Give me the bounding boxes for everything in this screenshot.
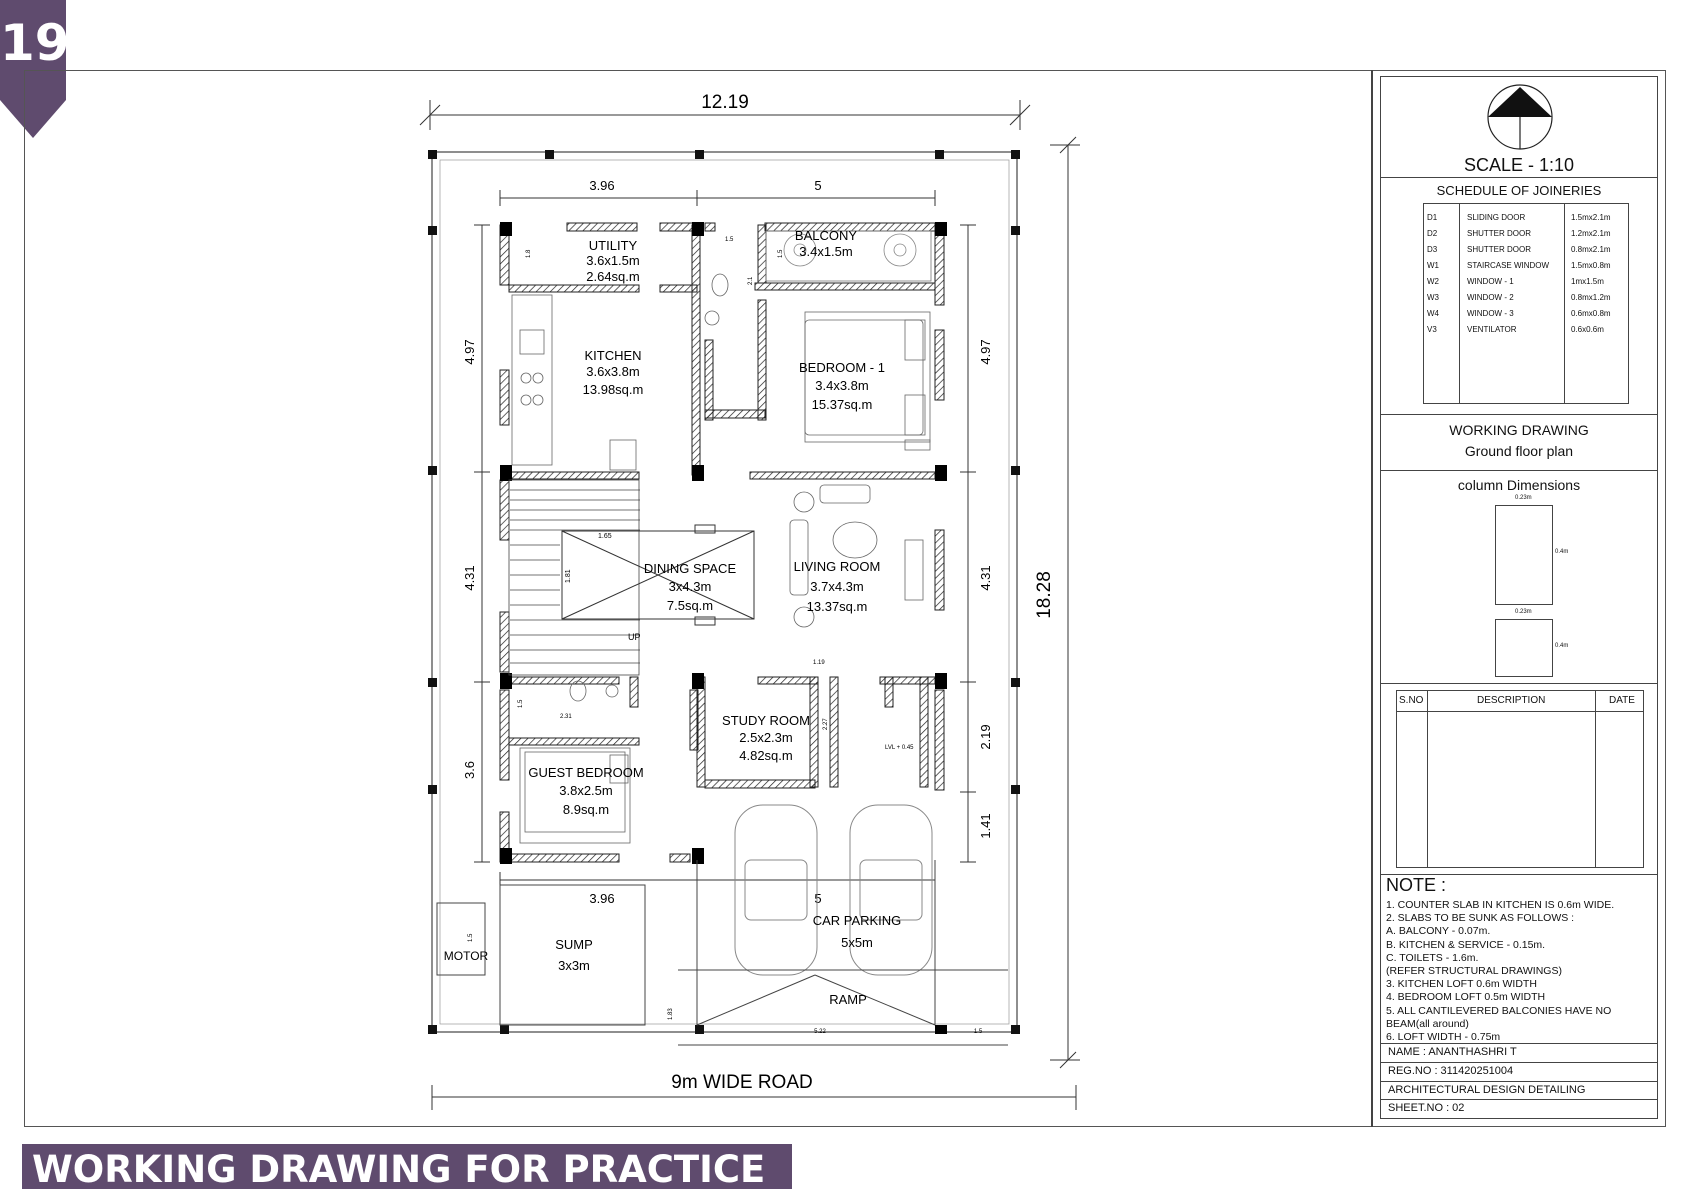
note-line: 5. ALL CANTILEVERED BALCONIES HAVE NO: [1386, 1004, 1612, 1017]
dining-area: 7.5sq.m: [666, 598, 714, 613]
title-block: [1371, 70, 1666, 1127]
divider: [1381, 177, 1657, 178]
rev-header-date: DATE: [1609, 695, 1635, 706]
schedule-size: 1.5mx0.8m: [1571, 261, 1611, 270]
living-size: 3.7x4.3m: [810, 579, 864, 594]
sump-outline: [500, 885, 645, 1025]
guest-toilet-dim-label: 1.5: [518, 699, 524, 708]
stair-width-label: 1.65: [598, 533, 612, 540]
schedule-code: W1: [1427, 261, 1439, 270]
divider: [1381, 683, 1657, 684]
column-detail-2: [1495, 619, 1553, 677]
bedroom1-name: BEDROOM - 1: [799, 360, 885, 375]
motor-room-outline: [437, 903, 485, 975]
column-detail-1: [1495, 505, 1553, 605]
schedule-size: 1mx1.5m: [1571, 277, 1604, 286]
footer-title: WORKING DRAWING FOR PRACTICE: [32, 1148, 766, 1191]
divider: [1381, 1081, 1657, 1082]
level-label: LVL + 0.45: [885, 745, 914, 751]
sump-size: 3x3m: [558, 958, 590, 973]
dim-left-2: 4.31: [462, 565, 477, 591]
schedule-size: 0.6mx0.8m: [1571, 309, 1611, 318]
balcony-name: BALCONY: [794, 228, 858, 243]
car-icons: [735, 805, 932, 975]
note-line: 3. KITCHEN LOFT 0.6m WIDTH: [1386, 978, 1537, 991]
dim-left-1: 4.97: [462, 339, 477, 365]
col-divider: [1595, 691, 1596, 867]
schedule-size: 0.8mx1.2m: [1571, 293, 1611, 302]
study-area: 4.82sq.m: [739, 748, 793, 763]
dim-top-right: 5: [814, 178, 822, 193]
sheet-number: SHEET.NO : 02: [1388, 1102, 1465, 1114]
utility-dim-label: 1.8: [526, 249, 532, 258]
note-line: 2. SLABS TO BE SUNK AS FOLLOWS :: [1386, 912, 1575, 925]
top-dimensions: [500, 190, 935, 206]
note-line: C. TOILETS - 1.6m.: [1386, 951, 1479, 964]
note-line: B. KITCHEN & SERVICE - 0.15m.: [1386, 938, 1546, 951]
parking-size: 5x5m: [841, 935, 873, 950]
column-1-width: 0.23m: [1515, 495, 1532, 501]
note-title: NOTE :: [1386, 875, 1447, 895]
ramp-name: RAMP: [829, 992, 867, 1007]
bedroom1-size: 3.4x3.8m: [815, 378, 869, 393]
sump-dim-label: 1.83: [668, 1008, 674, 1020]
col-divider: [1459, 204, 1460, 403]
motor-name: MOTOR: [443, 949, 489, 963]
kitchen-name: KITCHEN: [584, 348, 642, 363]
drawing-name: Ground floor plan: [1464, 443, 1574, 459]
schedule-type: WINDOW - 1: [1467, 277, 1514, 286]
schedule-type: STAIRCASE WINDOW: [1467, 261, 1550, 270]
note-line: A. BALCONY - 0.07m.: [1386, 925, 1491, 938]
column-2-width: 0.23m: [1515, 609, 1532, 615]
study-side-dim-label: 2.27: [823, 718, 829, 730]
dim-right-4: 1.41: [978, 813, 993, 839]
ramp-width-label: 5.22: [814, 1029, 826, 1035]
living-name: LIVING ROOM: [793, 559, 881, 574]
dim-top-left: 3.96: [589, 178, 615, 193]
schedule-type: SHUTTER DOOR: [1467, 229, 1531, 238]
utility-size: 3.6x1.5m: [586, 253, 640, 268]
note-line: BEAM(all around): [1386, 1017, 1469, 1030]
stair-height-label: 1.81: [565, 569, 572, 583]
schedule-size: 0.8mx2.1m: [1571, 245, 1611, 254]
divider: [1381, 1099, 1657, 1100]
schedule-title: SCHEDULE OF JOINERIES: [1436, 183, 1602, 198]
staircase: [509, 480, 640, 675]
reg-number: REG.NO : 311420251004: [1388, 1065, 1514, 1077]
utility-area: 2.64sq.m: [586, 269, 640, 284]
schedule-type: SHUTTER DOOR: [1467, 245, 1531, 254]
toilet-fixtures: [570, 274, 728, 701]
study-size: 2.5x2.3m: [739, 730, 793, 745]
note-line: 6. LOFT WIDTH - 0.75m: [1386, 1031, 1501, 1043]
bedroom1-area: 15.37sq.m: [811, 397, 873, 412]
dim-bottom-right: 5: [814, 891, 822, 906]
schedule-size: 1.2mx2.1m: [1571, 229, 1611, 238]
schedule-size: 0.6x0.6m: [1571, 325, 1604, 334]
schedule-code: W2: [1427, 277, 1439, 286]
dim-bottom-left: 3.96: [589, 891, 615, 906]
dining-size: 3x4.3m: [668, 579, 712, 594]
ramp-side-label: 1.5: [973, 1029, 983, 1035]
divider: [1381, 470, 1657, 471]
drawing-type: WORKING DRAWING: [1449, 422, 1589, 438]
right-dimensions: [960, 225, 976, 862]
schedule-code: D3: [1427, 245, 1438, 254]
column-1-height: 0.4m: [1555, 549, 1569, 555]
balcony-dim-label: 1.5: [778, 249, 784, 258]
row-divider: [1397, 711, 1643, 712]
rev-header-description: DESCRIPTION: [1477, 695, 1546, 706]
col-divider: [1564, 204, 1565, 403]
study-top-dim-label: 1.19: [813, 660, 825, 666]
revision-table: [1396, 690, 1644, 868]
sump-name: SUMP: [555, 937, 593, 952]
overall-length-label: 18.28: [1034, 571, 1055, 619]
utility-name: UTILITY: [588, 238, 638, 253]
guest-area: 8.9sq.m: [562, 802, 610, 817]
schedule-type: VENTILATOR: [1467, 325, 1517, 334]
col-divider: [1427, 691, 1428, 867]
guest-toilet-width-label: 2.31: [560, 714, 572, 720]
dim-right-2: 4.31: [978, 565, 993, 591]
bottom-dimensions: [500, 872, 935, 888]
study-name: STUDY ROOM: [722, 713, 810, 728]
balcony-size: 3.4x1.5m: [799, 244, 853, 259]
schedule-type: WINDOW - 2: [1467, 293, 1514, 302]
toilet-dim-label-2: 2.1: [748, 276, 754, 285]
overall-width-label: 12.19: [701, 92, 749, 113]
motor-dim-label: 1.5: [468, 933, 474, 942]
parking-name: CAR PARKING: [812, 913, 902, 928]
course-name: ARCHITECTURAL DESIGN DETAILING: [1388, 1084, 1586, 1096]
schedule-code: W3: [1427, 293, 1439, 302]
dining-name: DINING SPACE: [643, 561, 737, 576]
guest-size: 3.8x2.5m: [559, 783, 613, 798]
schedule-code: V3: [1427, 325, 1437, 334]
schedule-code: W4: [1427, 309, 1439, 318]
dim-left-3: 3.6: [462, 760, 477, 780]
page-number: 19: [0, 14, 70, 72]
kitchen-size: 3.6x3.8m: [586, 364, 640, 379]
title-block-inner: [1380, 76, 1658, 1119]
living-area: 13.37sq.m: [806, 599, 868, 614]
schedule-type: SLIDING DOOR: [1467, 213, 1526, 222]
rev-header-sno: S.NO: [1399, 695, 1424, 706]
divider: [1381, 1043, 1657, 1044]
schedule-code: D1: [1427, 213, 1438, 222]
north-arrow-icon: [1381, 77, 1659, 157]
kitchen-area: 13.98sq.m: [582, 382, 644, 397]
toilet-dim-label: 1.5: [725, 237, 734, 243]
schedule-size: 1.5mx2.1m: [1571, 213, 1611, 222]
student-name: NAME : ANANTHASHRI T: [1388, 1046, 1517, 1058]
schedule-type: WINDOW - 3: [1467, 309, 1514, 318]
guest-name: GUEST BEDROOM: [528, 765, 644, 780]
divider: [1381, 1062, 1657, 1063]
divider: [1381, 414, 1657, 415]
note-line: (REFER STRUCTURAL DRAWINGS): [1386, 965, 1562, 977]
ramp-outline: [678, 860, 1008, 1045]
note-line: 4. BEDROOM LOFT 0.5m WIDTH: [1386, 991, 1546, 1004]
stair-up-label: UP: [628, 632, 641, 642]
schedule-code: D2: [1427, 229, 1438, 238]
dim-right-3: 2.19: [978, 724, 993, 750]
scale-label: SCALE - 1:10: [1463, 155, 1575, 175]
note-line: 1. COUNTER SLAB IN KITCHEN IS 0.6m WIDE.: [1386, 899, 1615, 911]
column-2-height: 0.4m: [1555, 643, 1569, 649]
column-dimensions-title: column Dimensions: [1457, 477, 1581, 493]
dim-right-1: 4.97: [978, 339, 993, 365]
road-label: 9m WIDE ROAD: [671, 1072, 813, 1093]
